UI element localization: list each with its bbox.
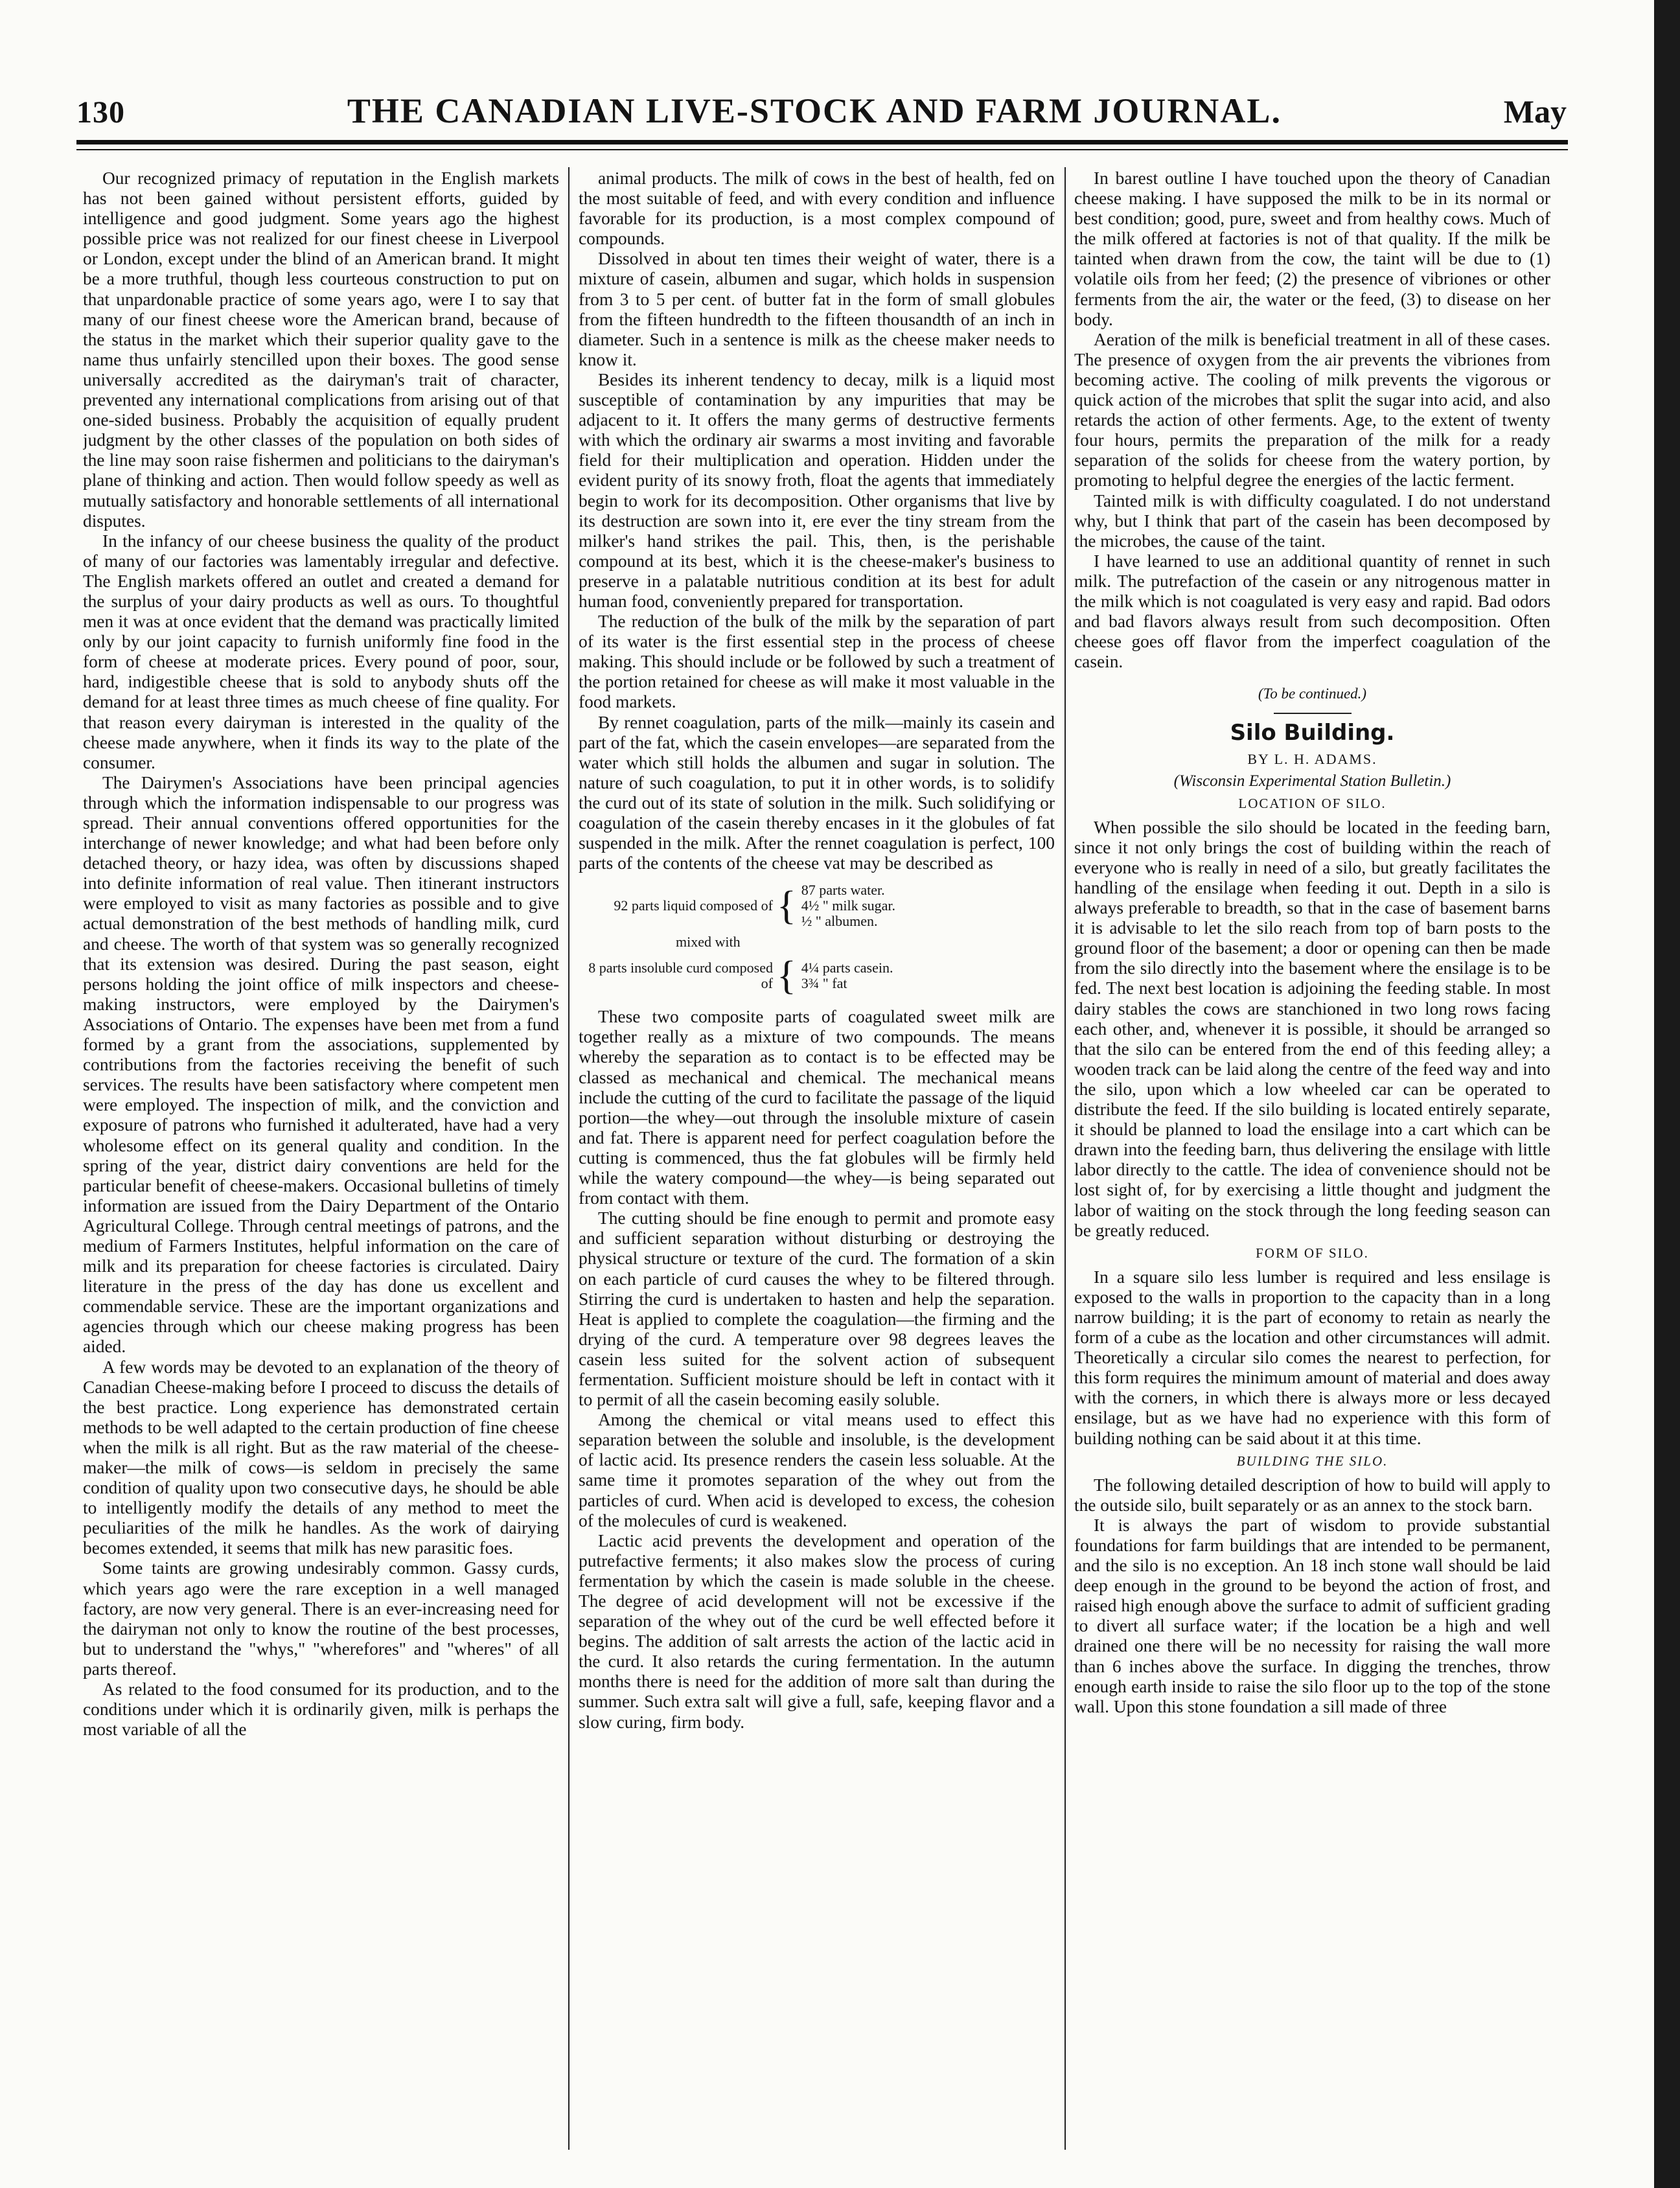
article-title: Silo Building.: [1230, 720, 1395, 746]
formula-item: 3¾ " fat: [801, 975, 847, 992]
header-rule-thin: [76, 149, 1568, 150]
formula-liquid-label: 92 parts liquid composed of: [614, 897, 773, 914]
paragraph: Our recognized primacy of reputation in the English markets has not been gained without persistent efforts, guided by intelligence and good judgment. Some years ago the highest possible price was not realized for our finest cheese in Liverpool or London, except under the blind of an American brand. It might be a more truthful, though less courteous construction to put on that unpardonable practice of some years ago, were I to say that many of our finest cheese wore the American brand, because of the status in the market which their superior quality gave to the name thus unfairly stencilled upon their boxes. The good sense universally accredited as the dairyman's trait of character, prevented any international complications from arising out of that one-sided business. Probably the acquisition of equally prudent judgment by the other classes of the population on both sides of the line may soon raise fishermen and politicians to the dairyman's plane of thinking and action. Then would follow speedy as well as mutually satisfactory and honorable settlements of all international disputes.: [83, 168, 559, 531]
formula-mixed-with: mixed with: [676, 934, 741, 950]
column-divider: [568, 167, 570, 2150]
paragraph: The cutting should be fine enough to permit and promote easy and sufficient separation without disturbing or destroying the physical structure or texture of the curd. The formation of a skin on each particle of curd causes the whey to be filtered through. Stirring the curd is undertaken to hasten and help the separation. Heat is applied to complete the coagulation—the firming and the drying of the curd. A temperature over 98 degrees leaves the casein less suited for the solvent action of subsequent fermentation. Sufficient moisture should be left in contact with it to permit of all the casein becoming easily soluble.: [579, 1208, 1055, 1410]
paragraph: In barest outline I have touched upon the theory of Canadian cheese making. I have supposed the milk to be in its normal or best condition; good, pure, sweet and from healthy cows. Much of the milk offered at factories is not of that quality. If the milk be tainted when drawn from the cow, the taint will be due to (1) volatile oils from her feed; (2) the presence of vibriones or other ferments from the air, the water or the feed, (3) to disease on her body.: [1074, 168, 1550, 329]
paragraph: animal products. The milk of cows in the best of health, fed on the most suitable of feed, and with every condition and influence favorable for its production, is a most complex compound of compounds.: [579, 168, 1055, 249]
formula-item: 4½ " milk sugar.: [801, 897, 896, 914]
paragraph: The following detailed description of how to build will apply to the outside silo, built separately or as an annex to the stock barn.: [1074, 1475, 1550, 1515]
article-source: (Wisconsin Experimental Station Bulletin.): [1173, 772, 1451, 790]
paragraph: In a square silo less lumber is required and less ensilage is exposed to the walls in proportion to the capacity than in a long narrow building; it is the part of economy to retain as nearly the form of a cube as the location and other circumstances will admit. Theoretically a circular silo comes the nearest to perfection, for this form requires the minimum amount of material and does away with the corners, in which there is always more or less decayed ensilage, but as we have had no experience with this form of building nothing can be said about it at this time.: [1074, 1267, 1550, 1448]
paragraph: Among the chemical or vital means used to effect this separation between the soluble and insoluble, is the development of lactic acid. Its presence renders the casein less soluable. At the same time it promotes separation of the whey out from the particles of curd. When acid is developed to excess, the cohesion of the molecules of curd is weakened.: [579, 1410, 1055, 1530]
to-be-continued-note: (To be continued.): [1258, 685, 1367, 702]
paragraph: As related to the food consumed for its production, and to the conditions under which it is ordinarily given, milk is perhaps the most variable of all the: [83, 1679, 559, 1740]
formula-item: 4¼ parts casein.: [801, 960, 893, 976]
section-divider: [1274, 713, 1352, 714]
column-divider: [1064, 167, 1066, 2150]
brace-glyph: {: [777, 884, 796, 928]
scan-binding-edge: [1654, 0, 1680, 2188]
article-byline: BY L. H. ADAMS.: [1247, 751, 1377, 768]
issue-month: May: [1503, 93, 1567, 130]
paragraph: Some taints are growing undesirably common. Gassy curds, which years ago were the rare exception in a well managed factory, are now very general. There is an ever-increasing need for the dairyman not only to know the routine of the best processes, but to understand the "whys," "wherefores" and "wheres" of all parts thereof.: [83, 1558, 559, 1679]
subheading-location: LOCATION OF SILO.: [1238, 795, 1387, 811]
paragraph: Dissolved in about ten times their weight of water, there is a mixture of casein, albumen and sugar, which holds in suspension from 3 to 5 per cent. of butter fat in the form of small globules from the fifteen hundredth to the fifteen thousandth of an inch in diameter. Such in a sentence is milk as the cheese maker needs to know it.: [579, 249, 1055, 369]
paragraph: Tainted milk is with difficulty coagulated. I do not understand why, but I think that part of the casein has been decomposed by the microbes, the cause of the taint.: [1074, 490, 1550, 551]
subheading-form: FORM OF SILO.: [1256, 1245, 1369, 1261]
brace-glyph: {: [777, 954, 796, 998]
formula-liquid-row: [579, 882, 1055, 929]
milk-composition-formula: [579, 882, 1055, 998]
page-number: 130: [76, 95, 125, 130]
page-header: [76, 91, 1567, 131]
header-rule-thick: [76, 140, 1568, 144]
formula-item: 87 parts water.: [801, 882, 885, 899]
formula-item: ½ " albumen.: [801, 913, 878, 930]
formula-curd-items: [801, 960, 893, 991]
column-2: [579, 168, 1055, 2164]
paragraph: When possible the silo should be located in the feeding barn, since it not only brings the cost of building within the reach of everyone who is really in need of a silo, but greatly facilitates the handling of the ensilage when feeding it out. Depth in a silo is always preferable to breadth, so that in the case of basement barns it is advisable to let the silo reach from top of barn posts to the ground floor of the basement; a door or opening can then be made from the silo directly into the basement where the ensilage is to be fed. The next best location is adjoining the feeding stable. In most dairy stables the cows are stanchioned in two long rows facing each other, and, whenever it is possible, it should be arranged so that the silo can be entered from the end of this feeding alley; a wooden track can be laid along the centre of the feed way and into the silo, upon which a low wheeled car can be operated to distribute the feed. If the silo building is located entirely separate, it should be planned to load the ensilage into a cart which can be drawn into the feeding barn, thus delivering the ensilage with little labor directly to the cattle. The idea of convenience should not be lost sight of, for by exercising a little thought and judgment the labor of waiting on the stock through the long feeding season can be greatly reduced.: [1074, 817, 1550, 1240]
paragraph: By rennet coagulation, parts of the milk—mainly its casein and part of the fat, which the casein envelopes—are separated from the water which still holds the albumen and sugar in solution. The nature of such coagulation, to put it in other words, is to solidify the curd out of its state of solution in the milk. Such solidifying or coagulation of the casein thereby encases in it the globules of fat suspended in the milk. After the rennet coagulation is perfect, 100 parts of the contents of the cheese vat may be described as: [579, 712, 1055, 873]
paragraph: Aeration of the milk is beneficial treatment in all of these cases. The presence of oxygen from the air prevents the vibriones from becoming active. The cooling of milk prevents the vigorous or quick action of the microbes that split the sugar into acid, and also retards the action of other ferments. Age, to the extent of twenty four hours, permits the preparation of the milk for a ready separation of the solids for cheese from the watery portion, by promoting to helpful degree the energies of the lactic ferment.: [1074, 329, 1550, 490]
paragraph: Lactic acid prevents the development and operation of the putrefactive ferments; it also makes slow the process of curing fermentation by which the casein is made soluble in the cheese. The degree of acid development will not be excessive if the separation of the whey out of the curd be well effected before it begins. The addition of salt arrests the action of the lactic acid in the curd. It also retards the curing fermentation. In the autumn months there is need for the addition of more salt than during the summer. Such extra salt will give a full, safe, keeping flavor and a slow curing, firm body.: [579, 1530, 1055, 1732]
paragraph: The Dairymen's Associations have been principal agencies through which the information indispensable to our progress was spread. Their annual conventions offered opportunities for the interchange of newer knowledge; and what had been before only detached theory, or hazy idea, was often by discussions shaped into definite information of real value. Then itinerant instructors were employed to visit as many factories as possible and to give actual demonstration of the best methods of handling milk, curd and cheese. The worth of that system was so generally recognized that its extension was desired. During the past season, eight persons holding the joint office of milk inspectors and cheese-making instructors, were employed by the Dairymen's Associations of Ontario. The expenses have been met from a fund formed by a grant from the associations, supplemented by contributions from the factories receiving the benefit of such services. The results have been satisfactory where competent men were employed. The inspection of milk, and the conviction and exposure of patrons who furnished it adulterated, have had a very wholesome effect on its general quality and condition. In the spring of the year, district dairy conventions are held for the particular benefit of cheese-makers. Occasional bulletins of timely information are issued from the Dairy Department of the Ontario Agricultural College. Through central meetings of patrons, and the medium of Farmers Institutes, helpful information on the care of milk and its preparation for cheese factories is circulated. Dairy literature in the press of the day has done us excellent and commendable service. These are the important organizations and agencies through which our cheese making progress has been aided.: [83, 772, 559, 1357]
paragraph: In the infancy of our cheese business the quality of the product of many of our factories was lamentably irregular and defective. The English markets offered an outlet and created a demand for the surplus of your dairy products as well as ours. To thoughtful men it was at once evident that the demand was practically limited only by our joint capacity to furnish uniformly fine food in the form of cheese at moderate prices. Every pound of poor, sour, hard, indigestible cheese that is sold to anybody shuts off the demand for at least three times as much cheese of fine quality. For that reason every dairyman is interested in the quality of the cheese made anywhere, when it finds its way to the plate of the consumer.: [83, 531, 559, 772]
journal-title: THE CANADIAN LIVE-STOCK AND FARM JOURNAL.: [347, 91, 1282, 130]
column-1: [83, 168, 559, 2164]
paragraph: It is always the part of wisdom to provide substantial foundations for farm buildings that are intended to be permanent, and the silo is no exception. An 18 inch stone wall should be laid deep enough in the ground to be beyond the action of frost, and raised high enough above the surface to admit of sufficient grading to divert all surface water; if the location be a high and well drained one there will be no necessity for raising the wall more than 6 inches above the surface. In digging the trenches, throw enough earth inside to raise the silo floor up to the top of the stone wall. Upon this stone foundation a sill made of three: [1074, 1515, 1550, 1716]
paragraph: Besides its inherent tendency to decay, milk is a liquid most susceptible of contamination by any impurities that may be adjacent to it. It offers the many germs of destructive ferments with which the ordinary air swarms a most inviting and favorable field for their multiplication and operation. Hidden under the evident purity of its snowy froth, float the agents that immediately begin to work for its decomposition. Other organisms that live by its destruction are sown into it, ere ever the tiny stream from the milker's hand strikes the pail. This, then, is the perishable compound at its best, which it is the cheese-maker's business to preserve in a palatable nutritious condition at its best for adult human food, conveniently prepared for transportation.: [579, 369, 1055, 611]
formula-liquid-items: [801, 882, 895, 929]
formula-curd-label: 8 parts insoluble curd composed of: [588, 960, 773, 992]
paragraph: A few words may be devoted to an explanation of the theory of Canadian Cheese-making before I proceed to discuss the details of the best practice. Long experience has demonstrated certain methods to be well adapted to the certain production of fine cheese when the milk is all right. But as the raw material of the cheese-maker—the milk of cows—is seldom in precisely the same condition of quality upon two consecutive days, he should be able to intelligently modify the details of any method to meet the peculiarities of the milk he handles. As the work of dairying becomes extended, it seems that milk has new parasitic foes.: [83, 1357, 559, 1558]
column-3: [1074, 168, 1550, 2164]
paragraph: These two composite parts of coagulated sweet milk are together really as a mixture of two compounds. The means whereby the separation as to contact is to be effected may be classed as mechanical and chemical. The mechanical means include the cutting of the curd to facilitate the passage of the liquid portion—the whey—out through the insoluble mixture of casein and fat. There is apparent need for perfect coagulation before the cutting is commenced, thus the fat globules will be firmly held while the watery compound—the whey—is being separated out from contact with them.: [579, 1007, 1055, 1208]
paragraph: I have learned to use an additional quantity of rennet in such milk. The putrefaction of the casein or any nitrogenous matter in the milk which is not coagulated is very easy and rapid. Bad odors and bad flavors always result from such decomposition. Often cheese goes off flavor from the imperfect coagulation of the casein.: [1074, 551, 1550, 672]
subheading-building: BUILDING THE SILO.: [1236, 1453, 1388, 1469]
formula-curd-row: [579, 954, 1055, 998]
paragraph: The reduction of the bulk of the milk by the separation of part of its water is the first essential step in the process of cheese making. This should include or be followed by such a treatment of the portion retained for cheese as will make it most valuable in the food markets.: [579, 612, 1055, 712]
